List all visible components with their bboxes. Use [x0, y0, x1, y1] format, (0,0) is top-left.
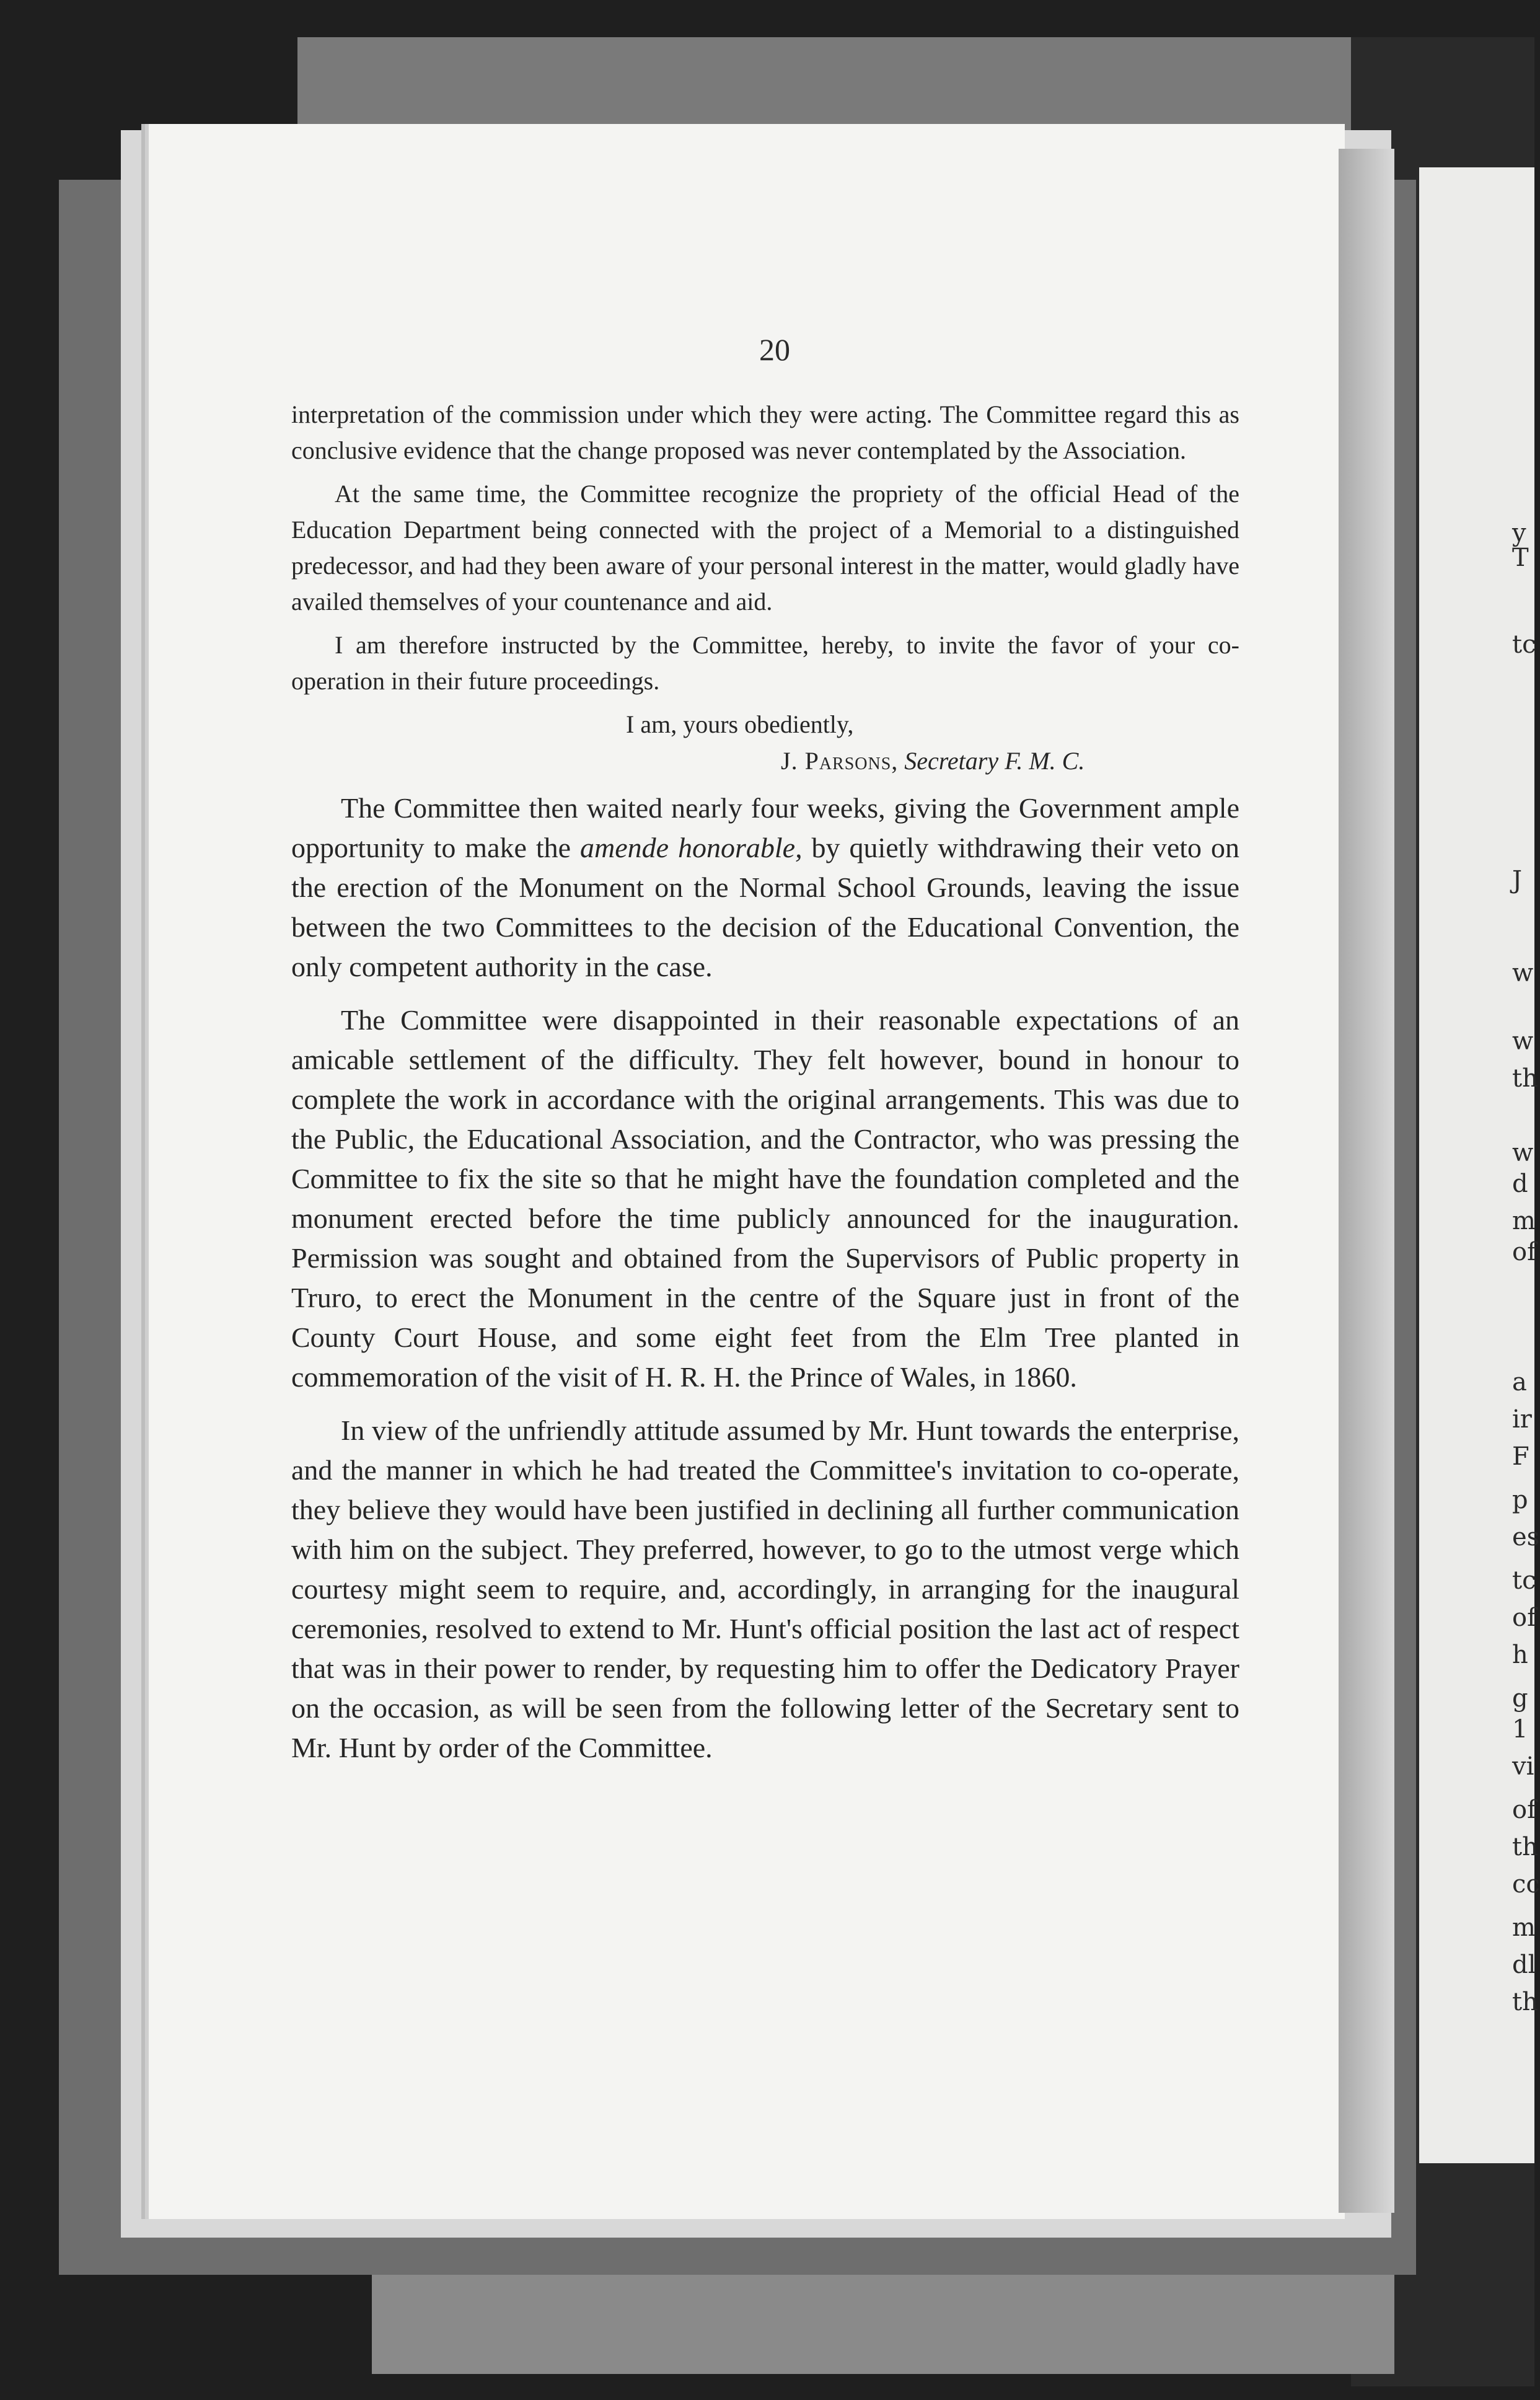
- letter-paragraph-3: I am therefore instructed by the Committee, hereby, to invite the favor of your co-operation in their future proceedings.: [291, 631, 1239, 695]
- facing-page-fragment: 1: [1512, 1715, 1528, 1744]
- facing-page-fragment: h: [1512, 1641, 1528, 1669]
- facing-page-fragment: w: [1512, 959, 1534, 987]
- facing-page-fragment: m: [1512, 1913, 1536, 1942]
- signature-name: J. Parsons,: [781, 747, 899, 775]
- body-paragraph-2: The Committee were disappointed in their reasonable expectations of an amicable settlement of the difficulty. They felt however, bound in honour to complete the work in accordance with the original arrangements. This was due to the Public, the Educational Association, and the Contractor, who was pressing the Committee to fix the site so that he might have the foundation completed and the monument erected before the time publicly announced for the inauguration. Permission was sought and obtained from the Supervisors of Public property in Truro, to erect the Monument in the centre of the Square just in front of the County Court House, and some eight feet from the Elm Tree planted in commemoration of the visit of H. R. H. the Prince of Wales, in 1860.: [291, 1004, 1239, 1393]
- facing-page-fragment: a: [1512, 1368, 1527, 1396]
- facing-page-fragment: w: [1512, 1027, 1534, 1056]
- letter-paragraph-1: interpretation of the commission under which they were acting. The Committee regard this as conclusive evidence that the change proposed was never contemplated by the Association.: [291, 400, 1239, 464]
- body-paragraph-1-start: The Committee then waited nearly four weeks, giving the Government ample opportunity to make the: [291, 792, 1239, 863]
- letter-closing: I am, yours obediently,: [626, 710, 854, 738]
- facing-page-fragment: vi: [1512, 1752, 1534, 1781]
- facing-page-fragment: th: [1512, 1833, 1538, 1861]
- facing-page-fragment: y: [1512, 519, 1526, 547]
- facing-page-fragment: tc: [1512, 1566, 1536, 1595]
- body-paragraph-1-end: by quietly withdrawing their veto on the erection of the Monument on the Normal School Grounds, leaving the issue between the two Committees to the decision of the Educational Convention, the only competent authority in the case.: [291, 832, 1239, 982]
- facing-page-fragment: dl: [1512, 1951, 1536, 1979]
- facing-page-fragment: J: [1512, 866, 1523, 894]
- facing-page-fragment: T: [1512, 544, 1529, 572]
- facing-page-fragment: F: [1512, 1442, 1529, 1471]
- book-gutter: [1339, 149, 1394, 2213]
- signature-title: Secretary F. M. C.: [904, 747, 1085, 775]
- page-text: [291, 397, 1239, 1781]
- facing-page-fragment: th: [1512, 1064, 1538, 1093]
- facing-page-fragment: w: [1512, 1139, 1534, 1167]
- letter-paragraph-2: At the same time, the Committee recognize the propriety of the official Head of the Education Department being connected with the project of a Memorial to a distinguished predecessor, and had they been aware of your personal interest in the matter, would gladly have availed themselves of your countenance and aid.: [291, 480, 1239, 615]
- body-paragraph-1-italic: amende honorable,: [580, 832, 803, 863]
- facing-page-fragment: th: [1512, 1988, 1538, 2016]
- page-number: 20: [759, 332, 790, 367]
- facing-page-fragment: g: [1512, 1684, 1528, 1713]
- facing-page-fragment: m: [1512, 1207, 1536, 1235]
- facing-page-fragment: es: [1512, 1523, 1540, 1551]
- body-paragraph-1: [291, 788, 1239, 987]
- facing-page-fragment: p: [1512, 1486, 1528, 1514]
- body-paragraph-3: In view of the unfriendly attitude assumed by Mr. Hunt towards the enterprise, and the manner in which he had treated the Committee's invitation to co-operate, they believe they would have been justified in declining all further communication with him on the subject. They preferred, however, to go to the utmost verge which courtesy might seem to require, and, accordingly, in arranging for the inaugural ceremonies, resolved to extend to Mr. Hunt's official position the last act of respect that was in their power to render, by requesting him to offer the Dedicatory Prayer on the occasion, as will be seen from the following letter of the Secretary sent to Mr. Hunt by order of the Committee.: [291, 1414, 1239, 1763]
- facing-page-fragment: d: [1512, 1170, 1528, 1198]
- facing-page-fragment: of: [1512, 1604, 1536, 1632]
- facing-page-fragment: cc: [1512, 1870, 1540, 1899]
- letter-signature: [291, 743, 1239, 780]
- facing-page-fragment: ir: [1512, 1405, 1532, 1434]
- facing-page-fragment: tc: [1512, 630, 1536, 659]
- facing-page-fragment: of: [1512, 1238, 1536, 1266]
- facing-page-fragment: of: [1512, 1796, 1536, 1824]
